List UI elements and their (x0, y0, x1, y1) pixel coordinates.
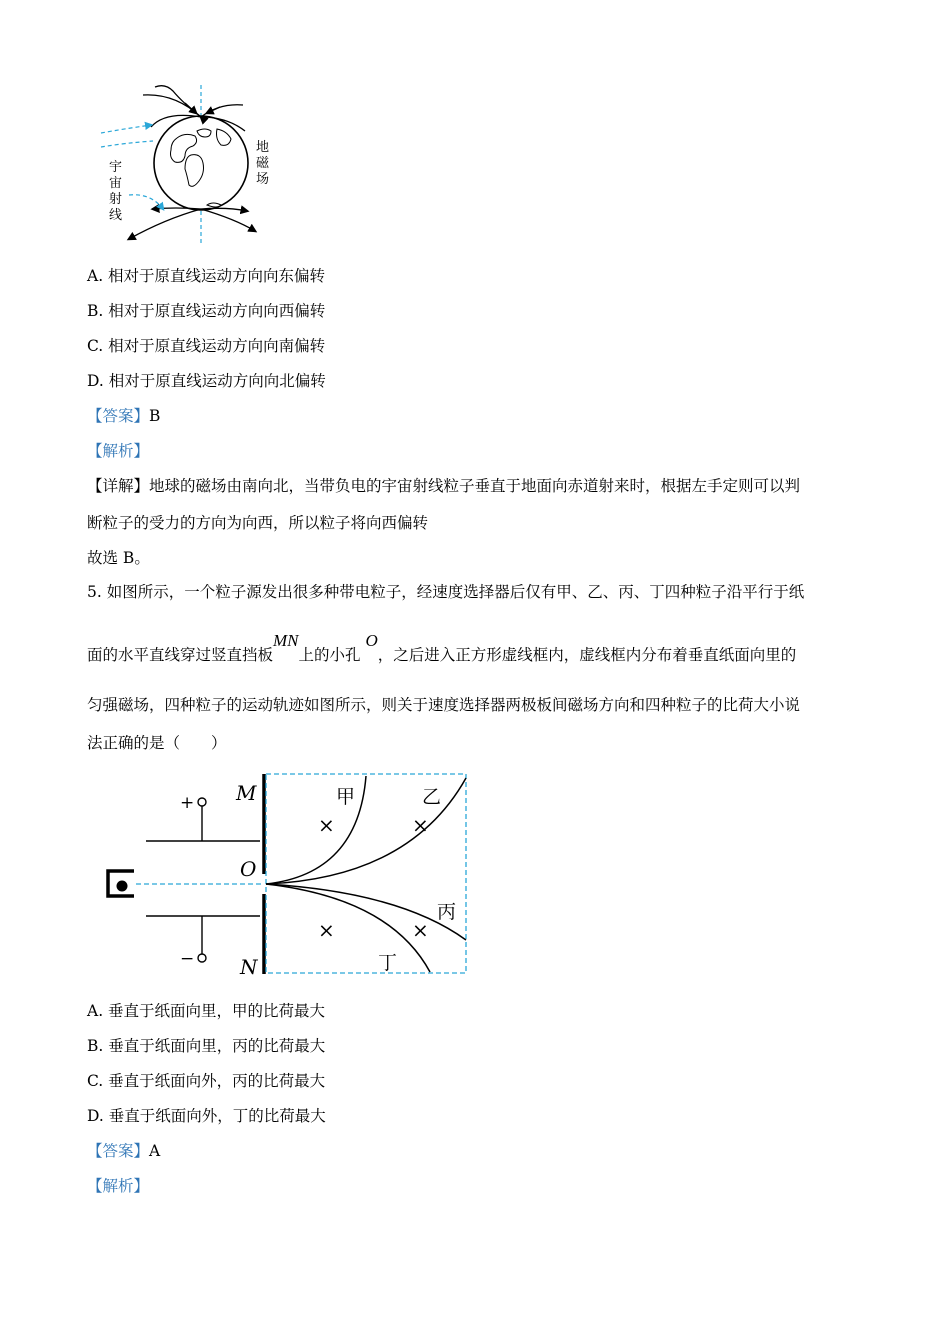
field-cross-1: × (318, 813, 335, 837)
q5-option-c: C. 垂直于纸面向外，丙的比荷最大 (87, 1072, 326, 1090)
label-ray-1: 宇 (109, 160, 123, 175)
label-ray-4: 线 (109, 208, 123, 223)
analysis-tag: 【解析】 (87, 442, 150, 460)
q4-option-c: C. 相对于原直线运动方向向南偏转 (87, 337, 326, 355)
q5-analysis-tag (87, 1176, 149, 1196)
q4-option-d: D. 相对于原直线运动方向向北偏转 (87, 372, 326, 390)
label-o: O (240, 857, 257, 881)
stem-part-c: ，之后进入正方形虚线框内，虚线框内分布着垂直纸面向里的 (377, 646, 797, 664)
trajectory-ding (266, 884, 430, 972)
q5-stem-line1: 5. 如图所示，一个粒子源发出很多种带电粒子，经速度选择器后仅有甲、乙、丙、丁四种粒子沿平行于纸 (87, 583, 805, 601)
answer-value: B (149, 407, 161, 425)
field-cross-4: × (412, 918, 429, 942)
label-ray-2: 宙 (109, 176, 123, 191)
q5-answer (87, 1141, 160, 1161)
answer-tag: 【答案】 (87, 1142, 150, 1160)
label-ray-3: 射 (109, 192, 123, 207)
detail-text: 地球的磁场由南向北，当带负电的宇宙射线粒子垂直于地面向赤道射来时，根据左手定则可以判 (149, 477, 801, 495)
q5-stem-line4: 法正确的是（ ） (87, 734, 227, 752)
label-bing: 丙 (437, 901, 457, 923)
earth-magnetic-field-figure (95, 83, 285, 248)
label-n: N (240, 955, 258, 979)
label-ding: 丁 (378, 952, 398, 974)
q4-conclusion: 故选 B。 (87, 549, 150, 567)
q4-option-b: B. 相对于原直线运动方向向西偏转 (87, 302, 326, 320)
q5-option-a: A. 垂直于纸面向里，甲的比荷最大 (87, 1002, 326, 1020)
answer-value: A (149, 1142, 161, 1160)
q5-option-b: B. 垂直于纸面向里，丙的比荷最大 (87, 1037, 326, 1055)
var-mn: MN (273, 631, 299, 650)
q4-detail-line1 (87, 476, 800, 496)
q4-answer (87, 406, 160, 426)
plus-terminal: + (180, 793, 195, 813)
q4-option-a: A. 相对于原直线运动方向向东偏转 (87, 267, 326, 285)
label-jia: 甲 (336, 786, 356, 808)
label-field-3: 场 (256, 172, 270, 187)
minus-terminal: − (180, 949, 195, 969)
label-yi: 乙 (422, 786, 442, 808)
q4-analysis-tag (87, 441, 149, 461)
detail-tag: 【详解】 (87, 477, 150, 495)
field-cross-2: × (412, 813, 429, 837)
label-field-1: 地 (256, 140, 270, 155)
q4-detail-line2: 断粒子的受力的方向为向西，所以粒子将向西偏转 (87, 514, 429, 532)
analysis-tag: 【解析】 (87, 1177, 150, 1195)
q5-stem-line2 (87, 631, 797, 665)
answer-tag: 【答案】 (87, 407, 150, 425)
var-o: O (365, 631, 378, 650)
q5-stem-line3: 匀强磁场，四种粒子的运动轨迹如图所示，则关于速度选择器两极板间磁场方向和四种粒子的比荷大小说 (87, 696, 801, 714)
field-cross-3: × (318, 918, 335, 942)
stem-part-b: 上的小孔 (298, 646, 361, 664)
velocity-selector-figure (100, 770, 475, 980)
q5-option-d: D. 垂直于纸面向外，丁的比荷最大 (87, 1107, 326, 1125)
label-field-2: 磁 (256, 156, 270, 171)
label-m: M (236, 781, 257, 805)
stem-part-a: 面的水平直线穿过竖直挡板 (87, 646, 274, 664)
